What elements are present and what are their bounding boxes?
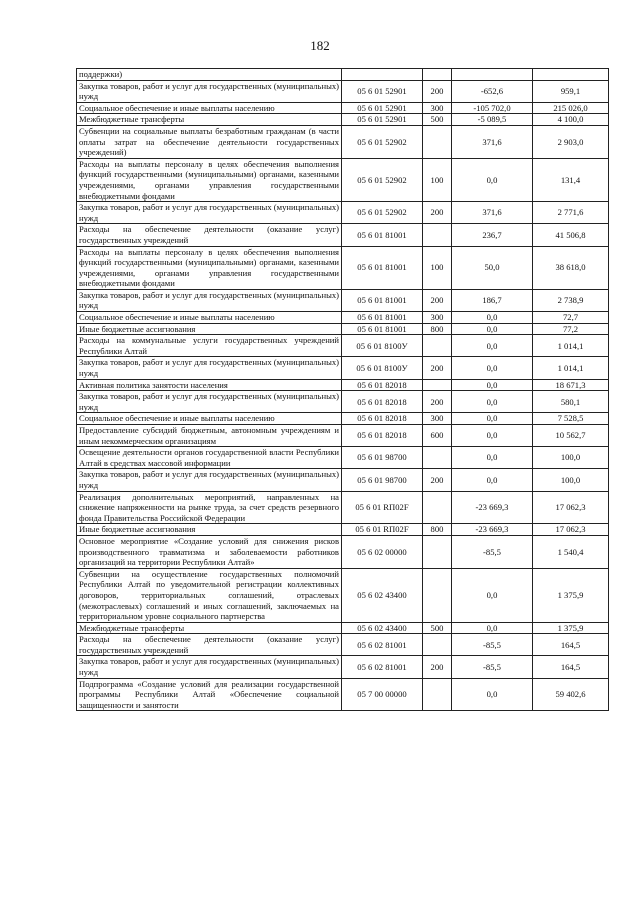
row-total-cell: 164,5 [533, 656, 609, 678]
row-type-cell [423, 379, 452, 391]
row-code-cell: 05 6 01 81001 [342, 323, 423, 335]
row-code-cell: 05 6 01 52902 [342, 202, 423, 224]
row-total-cell: 1 014,1 [533, 357, 609, 379]
table-row [77, 469, 609, 491]
row-total-cell: 77,2 [533, 323, 609, 335]
row-type-cell: 600 [423, 425, 452, 447]
row-total-cell: 38 618,0 [533, 246, 609, 289]
row-total-cell: 59 402,6 [533, 678, 609, 711]
row-change-cell: 0,0 [452, 391, 533, 413]
row-code-cell: 05 6 01 RП02F [342, 491, 423, 524]
row-type-cell: 200 [423, 357, 452, 379]
row-code-cell: 05 6 01 82018 [342, 425, 423, 447]
row-code-cell: 05 6 02 81001 [342, 634, 423, 656]
table-row [77, 114, 609, 126]
row-code-cell: 05 6 01 82018 [342, 413, 423, 425]
row-name-cell: Социальное обеспечение и иные выплаты населению [77, 102, 342, 114]
row-change-cell: 371,6 [452, 125, 533, 158]
row-change-cell: 0,0 [452, 678, 533, 711]
row-change-cell: 0,0 [452, 469, 533, 491]
row-type-cell: 200 [423, 656, 452, 678]
row-change-cell: -105 702,0 [452, 102, 533, 114]
row-name-cell: Предоставление субсидий бюджетным, автономным учреждениям и иным некоммерческим организациям [77, 425, 342, 447]
row-name-cell: Иные бюджетные ассигнования [77, 323, 342, 335]
row-total-cell: 18 671,3 [533, 379, 609, 391]
row-code-cell: 05 6 01 98700 [342, 447, 423, 469]
row-total-cell: 17 062,3 [533, 524, 609, 536]
row-type-cell [423, 634, 452, 656]
row-name-cell: Активная политика занятости населения [77, 379, 342, 391]
row-type-cell: 500 [423, 622, 452, 634]
row-change-cell: 0,0 [452, 622, 533, 634]
table-row [77, 335, 609, 357]
row-change-cell: 0,0 [452, 357, 533, 379]
row-change-cell: 0,0 [452, 335, 533, 357]
row-code-cell: 05 7 00 00000 [342, 678, 423, 711]
row-type-cell: 200 [423, 469, 452, 491]
row-change-cell: -652,6 [452, 80, 533, 102]
row-change-cell: -85,5 [452, 535, 533, 568]
row-type-cell: 200 [423, 80, 452, 102]
table-row [77, 524, 609, 536]
row-code-cell: 05 6 02 43400 [342, 622, 423, 634]
row-total-cell: 72,7 [533, 312, 609, 324]
row-name-cell: Субвенции на социальные выплаты безработным гражданам (в части оплаты затрат на обеспечение деятельности государственных учреждений) [77, 125, 342, 158]
row-change-cell: 236,7 [452, 224, 533, 246]
row-name-cell: Расходы на коммунальные услуги государственных учреждений Республики Алтай [77, 335, 342, 357]
row-type-cell [423, 125, 452, 158]
row-total-cell [533, 69, 609, 81]
table-row [77, 357, 609, 379]
row-total-cell: 2 903,0 [533, 125, 609, 158]
row-code-cell: 05 6 02 00000 [342, 535, 423, 568]
row-total-cell: 959,1 [533, 80, 609, 102]
row-code-cell: 05 6 01 RП02F [342, 524, 423, 536]
row-type-cell: 800 [423, 524, 452, 536]
row-name-cell: Расходы на обеспечение деятельности (оказание услуг) государственных учреждений [77, 634, 342, 656]
table-row [77, 158, 609, 201]
row-total-cell: 1 540,4 [533, 535, 609, 568]
table-row [77, 246, 609, 289]
table-row [77, 391, 609, 413]
row-code-cell: 05 6 01 82018 [342, 379, 423, 391]
table-row [77, 535, 609, 568]
row-name-cell: Закупка товаров, работ и услуг для государственных (муниципальных) нужд [77, 391, 342, 413]
row-change-cell: 0,0 [452, 413, 533, 425]
row-name-cell: Закупка товаров, работ и услуг для государственных (муниципальных) нужд [77, 80, 342, 102]
row-code-cell: 05 6 01 82018 [342, 391, 423, 413]
row-name-cell: Межбюджетные трансферты [77, 114, 342, 126]
row-name-cell: Закупка товаров, работ и услуг для государственных (муниципальных) нужд [77, 357, 342, 379]
row-code-cell: 05 6 01 52901 [342, 80, 423, 102]
row-total-cell: 41 506,8 [533, 224, 609, 246]
row-total-cell: 2 771,6 [533, 202, 609, 224]
row-type-cell [423, 69, 452, 81]
row-name-cell: Основное мероприятие «Создание условий для снижения рисков производственного травматизма и заболеваемости работников организаций на территории Республики Алтай» [77, 535, 342, 568]
row-type-cell: 200 [423, 289, 452, 311]
row-type-cell: 300 [423, 312, 452, 324]
row-code-cell: 05 6 01 81001 [342, 224, 423, 246]
table-row [77, 634, 609, 656]
row-name-cell: Социальное обеспечение и иные выплаты населению [77, 413, 342, 425]
row-total-cell: 10 562,7 [533, 425, 609, 447]
row-change-cell [452, 69, 533, 81]
row-total-cell: 164,5 [533, 634, 609, 656]
table-row [77, 413, 609, 425]
row-name-cell: Реализация дополнительных мероприятий, направленных на снижение напряженности на рынке труда, за счет средств резервного фонда Правительства Российской Федерации [77, 491, 342, 524]
row-change-cell: 0,0 [452, 447, 533, 469]
row-change-cell: 0,0 [452, 323, 533, 335]
row-total-cell: 580,1 [533, 391, 609, 413]
row-name-cell: Иные бюджетные ассигнования [77, 524, 342, 536]
row-type-cell [423, 447, 452, 469]
row-code-cell: 05 6 01 52901 [342, 102, 423, 114]
row-change-cell: -85,5 [452, 634, 533, 656]
row-type-cell: 200 [423, 391, 452, 413]
row-name-cell: Закупка товаров, работ и услуг для государственных (муниципальных) нужд [77, 202, 342, 224]
row-total-cell: 4 100,0 [533, 114, 609, 126]
table-row [77, 622, 609, 634]
row-name-cell: Закупка товаров, работ и услуг для государственных (муниципальных) нужд [77, 469, 342, 491]
row-type-cell [423, 335, 452, 357]
table-row [77, 125, 609, 158]
table-row [77, 678, 609, 711]
row-name-cell: Освещение деятельности органов государственной власти Республики Алтай в средствах массовой информации [77, 447, 342, 469]
row-name-cell: Расходы на выплаты персоналу в целях обеспечения выполнения функций государственными (муниципальными) органами, казенными учреждениями, органами управления государственными внебюджетными фондами [77, 246, 342, 289]
row-total-cell: 131,4 [533, 158, 609, 201]
row-total-cell: 1 375,9 [533, 568, 609, 622]
row-change-cell: -23 669,3 [452, 524, 533, 536]
row-total-cell: 1 014,1 [533, 335, 609, 357]
row-code-cell: 05 6 01 52902 [342, 158, 423, 201]
row-change-cell: 0,0 [452, 568, 533, 622]
row-type-cell: 300 [423, 102, 452, 114]
row-type-cell: 200 [423, 202, 452, 224]
row-type-cell: 500 [423, 114, 452, 126]
row-change-cell: 0,0 [452, 312, 533, 324]
row-code-cell: 05 6 01 8100У [342, 357, 423, 379]
table-row [77, 425, 609, 447]
row-change-cell: -5 089,5 [452, 114, 533, 126]
table-row [77, 80, 609, 102]
table-row [77, 312, 609, 324]
row-change-cell: -23 669,3 [452, 491, 533, 524]
row-code-cell: 05 6 01 52902 [342, 125, 423, 158]
row-total-cell: 100,0 [533, 469, 609, 491]
row-change-cell: 0,0 [452, 158, 533, 201]
row-code-cell: 05 6 01 81001 [342, 312, 423, 324]
row-code-cell: 05 6 01 98700 [342, 469, 423, 491]
row-total-cell: 17 062,3 [533, 491, 609, 524]
table-row [77, 224, 609, 246]
row-type-cell: 100 [423, 158, 452, 201]
row-type-cell [423, 491, 452, 524]
table-row [77, 323, 609, 335]
row-type-cell: 100 [423, 246, 452, 289]
row-type-cell [423, 568, 452, 622]
row-change-cell: -85,5 [452, 656, 533, 678]
row-code-cell [342, 69, 423, 81]
row-type-cell [423, 678, 452, 711]
page-number: 182 [310, 38, 330, 53]
row-total-cell: 100,0 [533, 447, 609, 469]
row-change-cell: 50,0 [452, 246, 533, 289]
budget-table [76, 68, 609, 711]
row-name-cell: Расходы на выплаты персоналу в целях обеспечения выполнения функций государственными (муниципальными) органами, казенными учреждениями, органами управления государственными внебюджетными фондами [77, 158, 342, 201]
row-type-cell: 800 [423, 323, 452, 335]
table-row [77, 202, 609, 224]
row-name-cell: Подпрограмма «Создание условий для реализации государственной программы Республики Алтай «Обеспечение социальной защищенности и занятости [77, 678, 342, 711]
table-row [77, 447, 609, 469]
row-total-cell: 1 375,9 [533, 622, 609, 634]
row-code-cell: 05 6 01 52901 [342, 114, 423, 126]
row-total-cell: 7 528,5 [533, 413, 609, 425]
row-name-cell: Расходы на обеспечение деятельности (оказание услуг) государственных учреждений [77, 224, 342, 246]
table-row [77, 491, 609, 524]
row-type-cell: 300 [423, 413, 452, 425]
row-code-cell: 05 6 01 8100У [342, 335, 423, 357]
table-row [77, 568, 609, 622]
row-code-cell: 05 6 01 81001 [342, 246, 423, 289]
table-row [77, 656, 609, 678]
row-name-cell: Закупка товаров, работ и услуг для государственных (муниципальных) нужд [77, 289, 342, 311]
table-row [77, 289, 609, 311]
row-change-cell: 0,0 [452, 425, 533, 447]
table-row [77, 379, 609, 391]
row-code-cell: 05 6 02 43400 [342, 568, 423, 622]
row-name-cell: поддержки) [77, 69, 342, 81]
row-name-cell: Социальное обеспечение и иные выплаты населению [77, 312, 342, 324]
row-type-cell [423, 224, 452, 246]
row-name-cell: Межбюджетные трансферты [77, 622, 342, 634]
row-name-cell: Субвенции на осуществление государственных полномочий Республики Алтай по уведомительной регистрации коллективных договоров, территориальных соглашений, отраслевых (межотраслевых) соглашений и иных соглашений, заключаемых на территориальном уровне социального партнерства [77, 568, 342, 622]
row-total-cell: 215 026,0 [533, 102, 609, 114]
row-type-cell [423, 535, 452, 568]
row-code-cell: 05 6 02 81001 [342, 656, 423, 678]
row-name-cell: Закупка товаров, работ и услуг для государственных (муниципальных) нужд [77, 656, 342, 678]
row-code-cell: 05 6 01 81001 [342, 289, 423, 311]
row-change-cell: 0,0 [452, 379, 533, 391]
table-row [77, 102, 609, 114]
row-change-cell: 186,7 [452, 289, 533, 311]
row-total-cell: 2 738,9 [533, 289, 609, 311]
row-change-cell: 371,6 [452, 202, 533, 224]
table-row [77, 69, 609, 81]
